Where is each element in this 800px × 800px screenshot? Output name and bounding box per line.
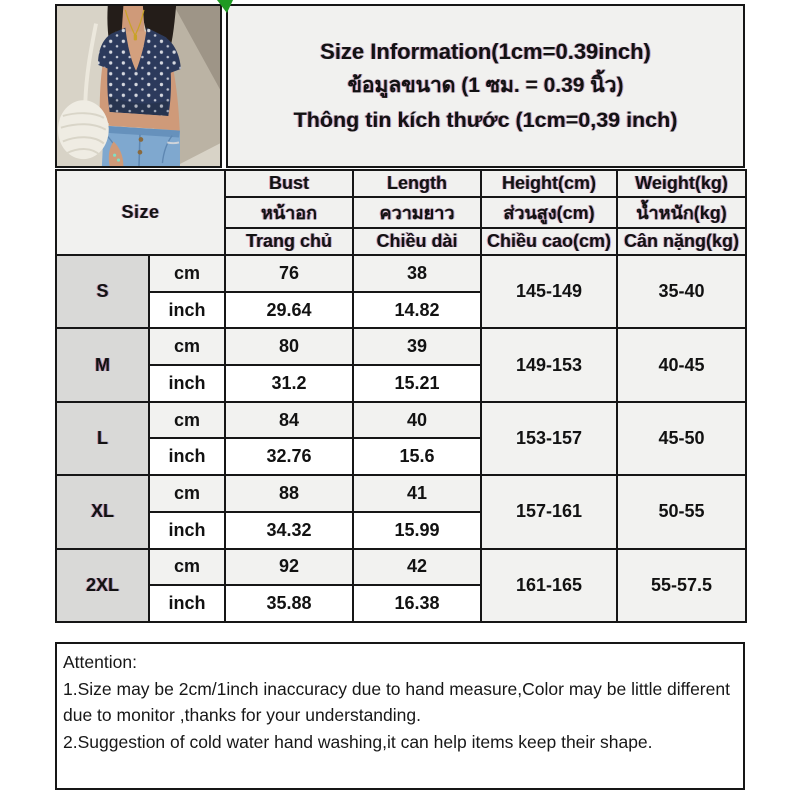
title-vietnamese: Thông tin kích thước (1cm=0,39 inch): [293, 108, 678, 132]
height-range: 157-161: [481, 475, 617, 548]
title-box: [226, 4, 745, 168]
length-inch-value: 15.99: [353, 512, 481, 549]
col-header-weight-vi: Cân nặng(kg): [617, 228, 746, 255]
size-header-cell: Size: [56, 170, 225, 255]
size-label: 2XL: [56, 549, 149, 622]
col-header-bust-th: หน้าอก: [225, 197, 353, 228]
attention-note-1: 1.Size may be 2cm/1inch inaccuracy due to hand measure,Color may be little different due to monitor ,thanks for your understanding.: [63, 678, 730, 725]
col-header-length-th: ความยาว: [353, 197, 481, 228]
length-inch-value: 14.82: [353, 292, 481, 329]
bust-inch-value: 35.88: [225, 585, 353, 622]
length-inch-value: 16.38: [353, 585, 481, 622]
bust-inch-value: 29.64: [225, 292, 353, 329]
col-header-height-vi: Chiều cao(cm): [481, 228, 617, 255]
unit-cm: cm: [149, 549, 225, 586]
size-label: M: [56, 328, 149, 401]
table-row: [56, 328, 746, 365]
col-header-weight-en: Weight(kg): [617, 170, 746, 197]
product-photo-illustration: [57, 6, 220, 166]
unit-inch: inch: [149, 365, 225, 402]
attention-heading: Attention:: [63, 652, 137, 672]
bust-cm-value: 92: [225, 549, 353, 586]
weight-range: 45-50: [617, 402, 746, 475]
col-header-bust-en: Bust: [225, 170, 353, 197]
table-row: [56, 475, 746, 512]
length-cm-value: 39: [353, 328, 481, 365]
length-cm-value: 42: [353, 549, 481, 586]
weight-range: 50-55: [617, 475, 746, 548]
unit-inch: inch: [149, 438, 225, 475]
weight-range: 40-45: [617, 328, 746, 401]
height-range: 161-165: [481, 549, 617, 622]
height-range: 145-149: [481, 255, 617, 328]
col-header-length-vi: Chiều dài: [353, 228, 481, 255]
length-cm-value: 40: [353, 402, 481, 439]
unit-cm: cm: [149, 255, 225, 292]
attention-box: [55, 642, 745, 790]
header-row-english: [56, 170, 746, 197]
length-inch-value: 15.6: [353, 438, 481, 475]
size-table: [55, 169, 747, 623]
col-header-bust-vi: Trang chủ: [225, 228, 353, 255]
height-range: 153-157: [481, 402, 617, 475]
attention-note-2: 2.Suggestion of cold water hand washing,it can help items keep their shape.: [63, 731, 653, 752]
bust-inch-value: 32.76: [225, 438, 353, 475]
weight-range: 35-40: [617, 255, 746, 328]
length-cm-value: 41: [353, 475, 481, 512]
bust-cm-value: 84: [225, 402, 353, 439]
weight-range: 55-57.5: [617, 549, 746, 622]
length-inch-value: 15.21: [353, 365, 481, 402]
col-header-length-en: Length: [353, 170, 481, 197]
bust-cm-value: 80: [225, 328, 353, 365]
size-label: L: [56, 402, 149, 475]
title-thai: ข้อมูลขนาด (1 ซม. = 0.39 นิ้ว): [347, 74, 624, 97]
table-row: [56, 255, 746, 292]
col-header-height-en: Height(cm): [481, 170, 617, 197]
unit-inch: inch: [149, 512, 225, 549]
table-row: [56, 549, 746, 586]
col-header-weight-th: น้ำหนัก(kg): [617, 197, 746, 228]
size-label: XL: [56, 475, 149, 548]
unit-inch: inch: [149, 292, 225, 329]
title-english: Size Information(1cm=0.39inch): [320, 39, 651, 64]
height-range: 149-153: [481, 328, 617, 401]
col-header-height-th: ส่วนสูง(cm): [481, 197, 617, 228]
unit-cm: cm: [149, 328, 225, 365]
table-row: [56, 402, 746, 439]
unit-cm: cm: [149, 475, 225, 512]
length-cm-value: 38: [353, 255, 481, 292]
bust-inch-value: 31.2: [225, 365, 353, 402]
bust-inch-value: 34.32: [225, 512, 353, 549]
bust-cm-value: 88: [225, 475, 353, 512]
product-photo: [55, 4, 222, 168]
unit-inch: inch: [149, 585, 225, 622]
unit-cm: cm: [149, 402, 225, 439]
bust-cm-value: 76: [225, 255, 353, 292]
size-label: S: [56, 255, 149, 328]
